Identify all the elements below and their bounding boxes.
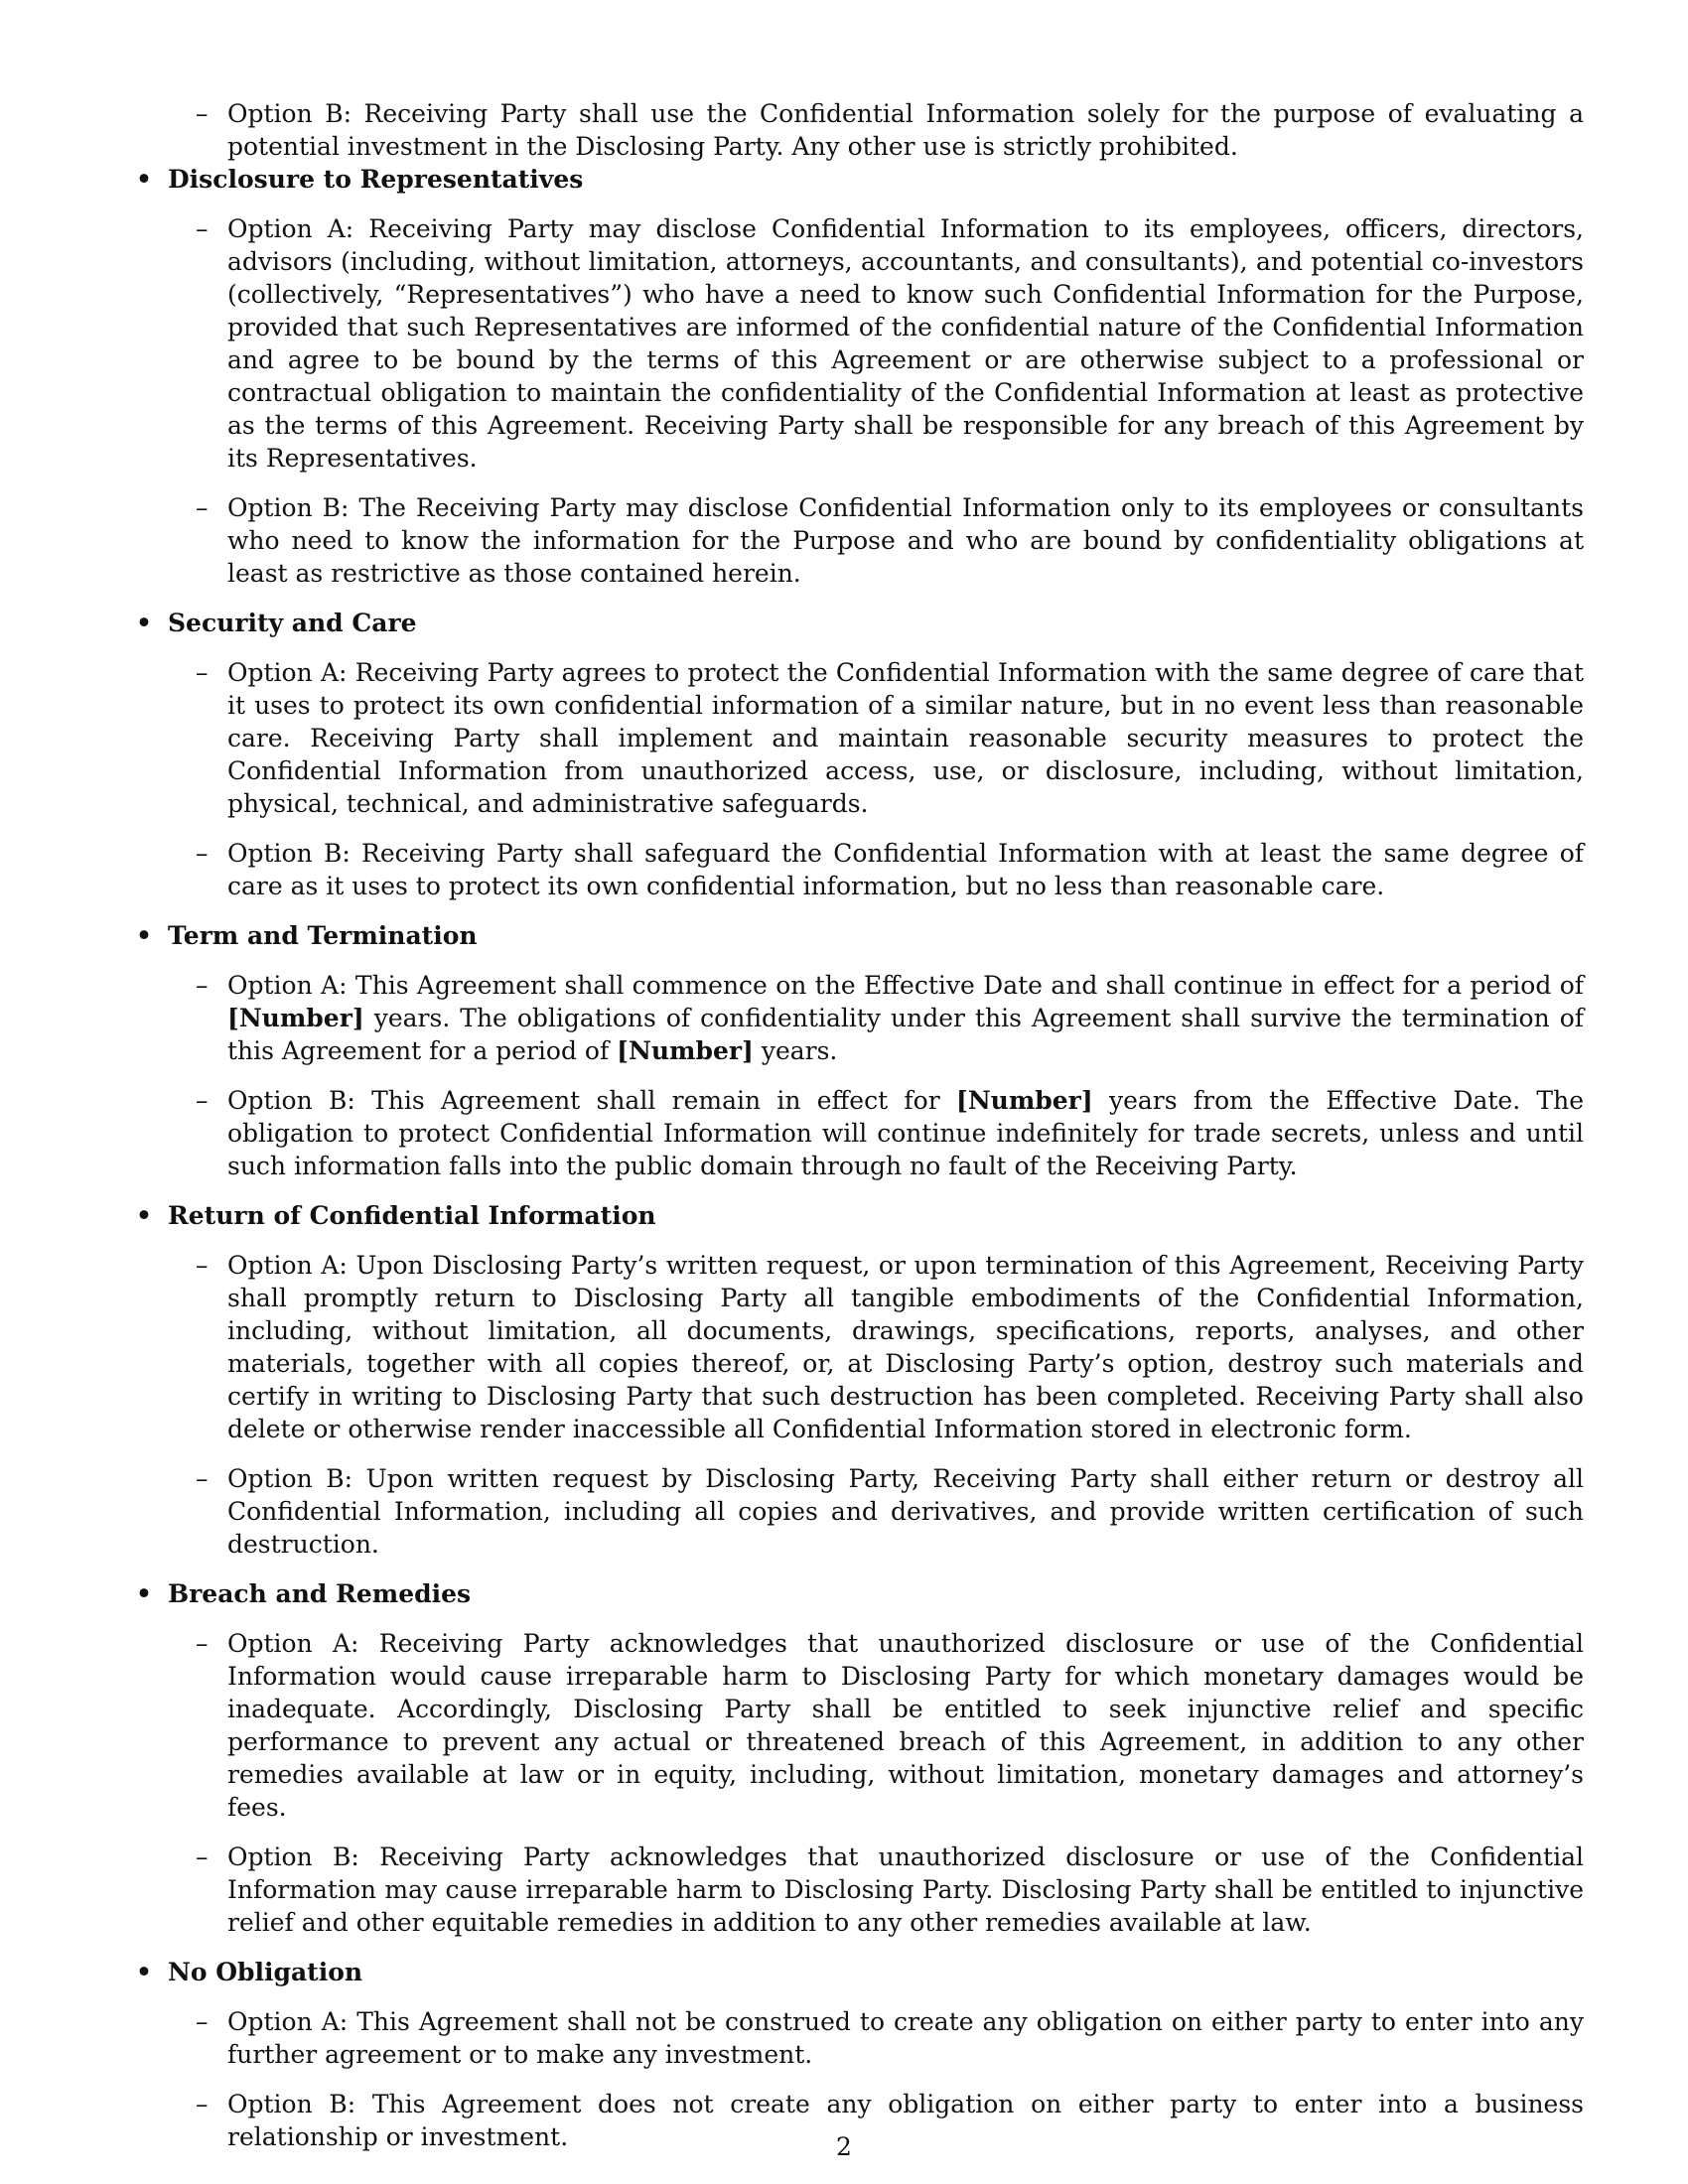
option-text: years. The obligations of confidentiality under this Agreement shall survive the termination of this Agreement for a period of	[227, 1004, 1584, 1065]
option-text: Receiving Party acknowledges that unauthorized disclosure or use of the Confidential Information may cause irreparable harm to Disclosing Party. Disclosing Party shall be entitled to injunctive relief and other equitable remedies in addition to any other remedies available at law.	[227, 1843, 1584, 1937]
option-label: Option A:	[227, 971, 348, 1000]
option-item	[134, 1841, 1584, 1939]
option-text: Upon written request by Disclosing Party, Receiving Party shall either return or destroy all Confidential Information, including all copies and derivatives, and provide written certification of such destruction.	[227, 1464, 1584, 1559]
option-text: This Agreement shall commence on the Effective Date and shall continue in effect for a period of	[354, 971, 1585, 1000]
carryover-option	[134, 97, 1584, 163]
section-heading	[134, 919, 1584, 952]
section-heading	[134, 163, 1584, 196]
option-text: Receiving Party shall use the Confidential Information solely for the purpose of evaluating a potential investment in the Disclosing Party. Any other use is strictly prohibited.	[227, 99, 1584, 161]
bullet-marker: •	[136, 609, 152, 637]
bullet-marker: •	[136, 1579, 152, 1608]
bullet-marker: •	[136, 921, 152, 950]
option-text: Upon Disclosing Party’s written request, or upon termination of this Agreement, Receiving Party shall promptly return to Disclosing Party all tangible embodiments of the Confidential Information, including, without limitation, all documents, drawings, specifications, reports, analyses, and other materials, together with all copies thereof, or, at Disclosing Party’s option, destroy such materials and certify in writing to Disclosing Party that such destruction has been completed. Receiving Party shall also delete or otherwise render inaccessible all Confidential Information stored in electronic form.	[227, 1251, 1584, 1443]
option-text: Receiving Party may disclose Confidential Information to its employees, officers, directors, advisors (including, without limitation, attorneys, accountants, and consultants), and potential co-investors (collectively, “Representatives”) who have a need to know such Confidential Information for the Purpose, provided that such Representatives are informed of the confidential nature of the Confidential Information and agree to be bound by the terms of this Agreement or are otherwise subject to a professional or contractual obligation to maintain the confidentiality of the Confidential Information at least as protective as the terms of this Agreement. Receiving Party shall be responsible for any breach of this Agreement by its Representatives.	[227, 214, 1584, 473]
option-text: This Agreement shall not be construed to create any obligation on either party to enter into any further agreement or to make any investment.	[227, 2007, 1584, 2069]
option-label: Option B:	[227, 1464, 353, 1493]
dash-marker: –	[196, 99, 209, 128]
option-text: This Agreement does not create any obligation on either party to enter into a business relationship or investment.	[227, 2090, 1585, 2151]
section-heading-text: Term and Termination	[168, 921, 478, 950]
dash-marker: –	[196, 971, 209, 1000]
option-label: Option A:	[227, 214, 354, 243]
option-label: Option B:	[227, 1843, 359, 1871]
dash-marker: –	[196, 1251, 209, 1280]
placeholder-number: [Number]	[617, 1036, 754, 1065]
option-text: The Receiving Party may disclose Confidential Information only to its employees or consultants who need to know the information for the Purpose and who are bound by confidentiality obligations at least as restrictive as those contained herein.	[227, 493, 1585, 588]
bullet-marker: •	[136, 1958, 152, 1986]
dash-marker: –	[196, 1843, 209, 1871]
dash-marker: –	[196, 214, 209, 243]
option-item	[134, 656, 1584, 820]
option-item	[134, 837, 1584, 902]
section-heading	[134, 1199, 1584, 1232]
section	[134, 1199, 1584, 1561]
section-heading	[134, 607, 1584, 639]
option-label: Option B:	[227, 493, 350, 522]
placeholder-number: [Number]	[955, 1086, 1093, 1115]
option-text: This Agreement shall remain in effect for	[371, 1086, 956, 1115]
option-item	[134, 1084, 1584, 1182]
section-heading-text: Return of Confidential Information	[168, 1201, 656, 1230]
section	[134, 1577, 1584, 1939]
section-heading-text: Breach and Remedies	[168, 1579, 472, 1608]
option-item	[134, 2005, 1584, 2071]
option-text: years from the Effective Date. The obligation to protect Confidential Information will continue indefinitely for trade secrets, unless and until such information falls into the public domain through no fault of the Receiving Party.	[227, 1086, 1585, 1180]
dash-marker: –	[196, 839, 209, 868]
option-label: Option A:	[227, 1629, 359, 1658]
bullet-marker: •	[136, 1201, 152, 1230]
section-heading-text: No Obligation	[168, 1958, 363, 1986]
option-label: Option B:	[227, 1086, 355, 1115]
option-text: Receiving Party agrees to protect the Confidential Information with the same degree of care that it uses to protect its own confidential information of a similar nature, but in no event less than reasonable care. Receiving Party shall implement and maintain reasonable security measures to protect the Confidential Information from unauthorized access, use, or disclosure, including, without limitation, physical, technical, and administrative safeguards.	[227, 658, 1585, 818]
section	[134, 163, 1584, 590]
option-label: Option A:	[227, 1251, 348, 1280]
option-label: Option B:	[227, 2090, 356, 2118]
placeholder-number: [Number]	[227, 1004, 364, 1032]
dash-marker: –	[196, 1629, 209, 1658]
option-text: Receiving Party acknowledges that unauthorized disclosure or use of the Confidential Information would cause irreparable harm to Disclosing Party for which monetary damages would be inadequate. Accordingly, Disclosing Party shall be entitled to seek injunctive relief and specific performance to prevent any actual or threatened breach of this Agreement, in addition to any other remedies available at law or in equity, including, without limitation, monetary damages and attorney’s fees.	[227, 1629, 1584, 1822]
dash-marker: –	[196, 2090, 209, 2118]
dash-marker: –	[196, 2007, 209, 2036]
section-heading-text: Disclosure to Representatives	[168, 165, 584, 194]
bullet-marker: •	[136, 165, 152, 194]
document-body	[134, 97, 1584, 2153]
option-text: years.	[753, 1036, 838, 1065]
page-number: 2	[836, 2132, 852, 2161]
option-label: Option B:	[227, 99, 352, 128]
sections-list	[134, 163, 1584, 2153]
option-item	[134, 491, 1584, 590]
option-item	[134, 1627, 1584, 1824]
dash-marker: –	[196, 1464, 209, 1493]
option-label: Option B:	[227, 839, 351, 868]
section	[134, 607, 1584, 902]
option-label: Option A:	[227, 2007, 349, 2036]
option-label: Option A:	[227, 658, 348, 687]
dash-marker: –	[196, 658, 209, 687]
option-item	[134, 969, 1584, 1067]
section-heading-text: Security and Care	[168, 609, 417, 637]
section-heading	[134, 1577, 1584, 1610]
dash-marker: –	[196, 1086, 209, 1115]
option-item	[134, 1249, 1584, 1445]
option-item	[134, 212, 1584, 475]
section	[134, 1956, 1584, 2153]
option-text: Receiving Party shall safeguard the Confidential Information with at least the same degree of care as it uses to protect its own confidential information, but no less than reasonable care.	[227, 839, 1584, 900]
dash-marker: –	[196, 493, 209, 522]
section-heading	[134, 1956, 1584, 1988]
option-item	[134, 1462, 1584, 1561]
section	[134, 919, 1584, 1182]
